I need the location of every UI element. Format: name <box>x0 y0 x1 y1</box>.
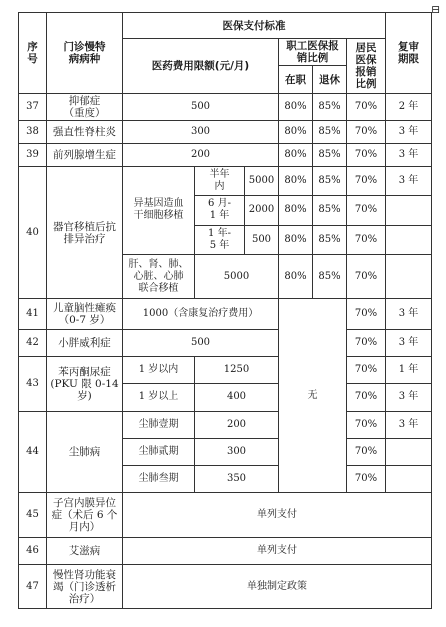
table-row <box>19 121 432 144</box>
row-no: 41 <box>19 299 47 329</box>
worker-ratio-none: 无 <box>279 299 347 493</box>
table-row <box>19 144 432 167</box>
cost-limit: 400 <box>195 383 279 411</box>
medical-insurance-table <box>18 12 432 609</box>
disease-name: 儿童脑性瘫痪 （0-7 岁） <box>47 299 123 329</box>
active-ratio: 80% <box>279 167 313 196</box>
table-row <box>19 538 432 565</box>
disease-name: 尘肺病 <box>47 411 123 492</box>
sub-type: 肝、肾、肺、 心脏、心肺 联合移植 <box>123 254 195 299</box>
row-no: 44 <box>19 411 47 492</box>
cost-limit: 300 <box>123 121 279 144</box>
resident-ratio: 70% <box>347 144 386 167</box>
resident-ratio: 70% <box>347 94 386 121</box>
active-ratio: 80% <box>279 144 313 167</box>
table-row <box>19 565 432 609</box>
resident-ratio: 70% <box>347 466 386 493</box>
review-period <box>386 225 432 254</box>
resident-ratio: 70% <box>347 439 386 466</box>
review-period <box>386 466 432 493</box>
row-no: 43 <box>19 356 47 411</box>
resident-ratio: 70% <box>347 225 386 254</box>
header-disease: 门诊慢特 病病种 <box>47 13 123 94</box>
row-no: 45 <box>19 493 47 538</box>
resident-ratio: 70% <box>347 121 386 144</box>
review-period: 1 年 <box>386 356 432 383</box>
header-standard: 医保支付标准 <box>123 13 386 39</box>
disease-name: 前列腺增生症 <box>47 144 123 167</box>
sub-type: 1 岁以上 <box>123 383 195 411</box>
table-row <box>19 94 432 121</box>
retired-ratio: 85% <box>313 94 347 121</box>
review-period <box>386 254 432 299</box>
row-no: 46 <box>19 538 47 565</box>
review-period: 3 年 <box>386 383 432 411</box>
cost-limit: 1250 <box>195 356 279 383</box>
resident-ratio: 70% <box>347 356 386 383</box>
payment-policy: 单列支付 <box>123 493 432 538</box>
cost-limit: 1000（含康复治疗费用） <box>123 299 279 329</box>
active-ratio: 80% <box>279 254 313 299</box>
payment-policy: 单列支付 <box>123 538 432 565</box>
period-label: 6 月- 1 年 <box>195 196 245 225</box>
header-review: 复审 期限 <box>386 13 432 94</box>
resident-ratio: 70% <box>347 299 386 329</box>
resident-ratio: 70% <box>347 411 386 438</box>
cost-limit: 350 <box>195 466 279 493</box>
period-label: 1 年- 5 年 <box>195 225 245 254</box>
active-ratio: 80% <box>279 94 313 121</box>
table-row <box>19 356 432 383</box>
row-no: 37 <box>19 94 47 121</box>
cost-limit: 200 <box>123 144 279 167</box>
disease-name: 子宫内膜异位 症（术后 6 个 月内） <box>47 493 123 538</box>
retired-ratio: 85% <box>313 167 347 196</box>
cost-limit: 300 <box>195 439 279 466</box>
retired-ratio: 85% <box>313 121 347 144</box>
review-period: 3 年 <box>386 144 432 167</box>
table-row <box>19 299 432 329</box>
disease-name: 器官移植后抗 排异治疗 <box>47 167 123 299</box>
review-period: 3 年 <box>386 121 432 144</box>
header-worker-ratio: 职工医保报 销比例 <box>279 39 347 66</box>
cost-limit: 500 <box>123 94 279 121</box>
sub-type: 1 岁以内 <box>123 356 195 383</box>
row-no: 42 <box>19 329 47 356</box>
table-row <box>19 329 432 356</box>
table-row <box>19 411 432 438</box>
sub-type: 异基因造血 干细胞移植 <box>123 167 195 255</box>
active-ratio: 80% <box>279 121 313 144</box>
review-period <box>386 439 432 466</box>
review-period: 3 年 <box>386 167 432 196</box>
resident-ratio: 70% <box>347 329 386 356</box>
resident-ratio: 70% <box>347 196 386 225</box>
disease-name: 抑郁症 （重度） <box>47 94 123 121</box>
resident-ratio: 70% <box>347 383 386 411</box>
retired-ratio: 85% <box>313 144 347 167</box>
header-seq: 序 号 <box>19 13 47 94</box>
sidebar-toggle-icon[interactable]: ⊟ <box>431 3 441 16</box>
row-no: 40 <box>19 167 47 299</box>
header-active: 在职 <box>279 66 313 94</box>
header-limit: 医药费用限额(元/月) <box>123 39 279 94</box>
review-period <box>386 196 432 225</box>
header-resident: 居民 医保 报销 比例 <box>347 39 386 94</box>
row-no: 47 <box>19 565 47 609</box>
active-ratio: 80% <box>279 196 313 225</box>
sub-type: 尘肺叁期 <box>123 466 195 493</box>
active-ratio: 80% <box>279 225 313 254</box>
review-period: 3 年 <box>386 411 432 438</box>
row-no: 39 <box>19 144 47 167</box>
disease-name: 小胖威利症 <box>47 329 123 356</box>
resident-ratio: 70% <box>347 254 386 299</box>
cost-limit: 500 <box>245 225 279 254</box>
table-row <box>19 493 432 538</box>
period-label: 半年 内 <box>195 167 245 196</box>
payment-policy: 单独制定政策 <box>123 565 432 609</box>
retired-ratio: 85% <box>313 254 347 299</box>
disease-name: 慢性肾功能衰 竭（门诊透析 治疗） <box>47 565 123 609</box>
row-no: 38 <box>19 121 47 144</box>
review-period: 2 年 <box>386 94 432 121</box>
review-period: 3 年 <box>386 329 432 356</box>
retired-ratio: 85% <box>313 225 347 254</box>
disease-name: 强直性脊柱炎 <box>47 121 123 144</box>
disease-name: 苯丙酮尿症 (PKU 限 0-14 岁) <box>47 356 123 411</box>
cost-limit: 500 <box>123 329 279 356</box>
table-row <box>19 167 432 196</box>
cost-limit: 5000 <box>195 254 279 299</box>
resident-ratio: 70% <box>347 167 386 196</box>
review-period: 3 年 <box>386 299 432 329</box>
cost-limit: 5000 <box>245 167 279 196</box>
header-retired: 退休 <box>313 66 347 94</box>
cost-limit: 2000 <box>245 196 279 225</box>
retired-ratio: 85% <box>313 196 347 225</box>
sub-type: 尘肺贰期 <box>123 439 195 466</box>
cost-limit: 200 <box>195 411 279 438</box>
sub-type: 尘肺壹期 <box>123 411 195 438</box>
disease-name: 艾滋病 <box>47 538 123 565</box>
